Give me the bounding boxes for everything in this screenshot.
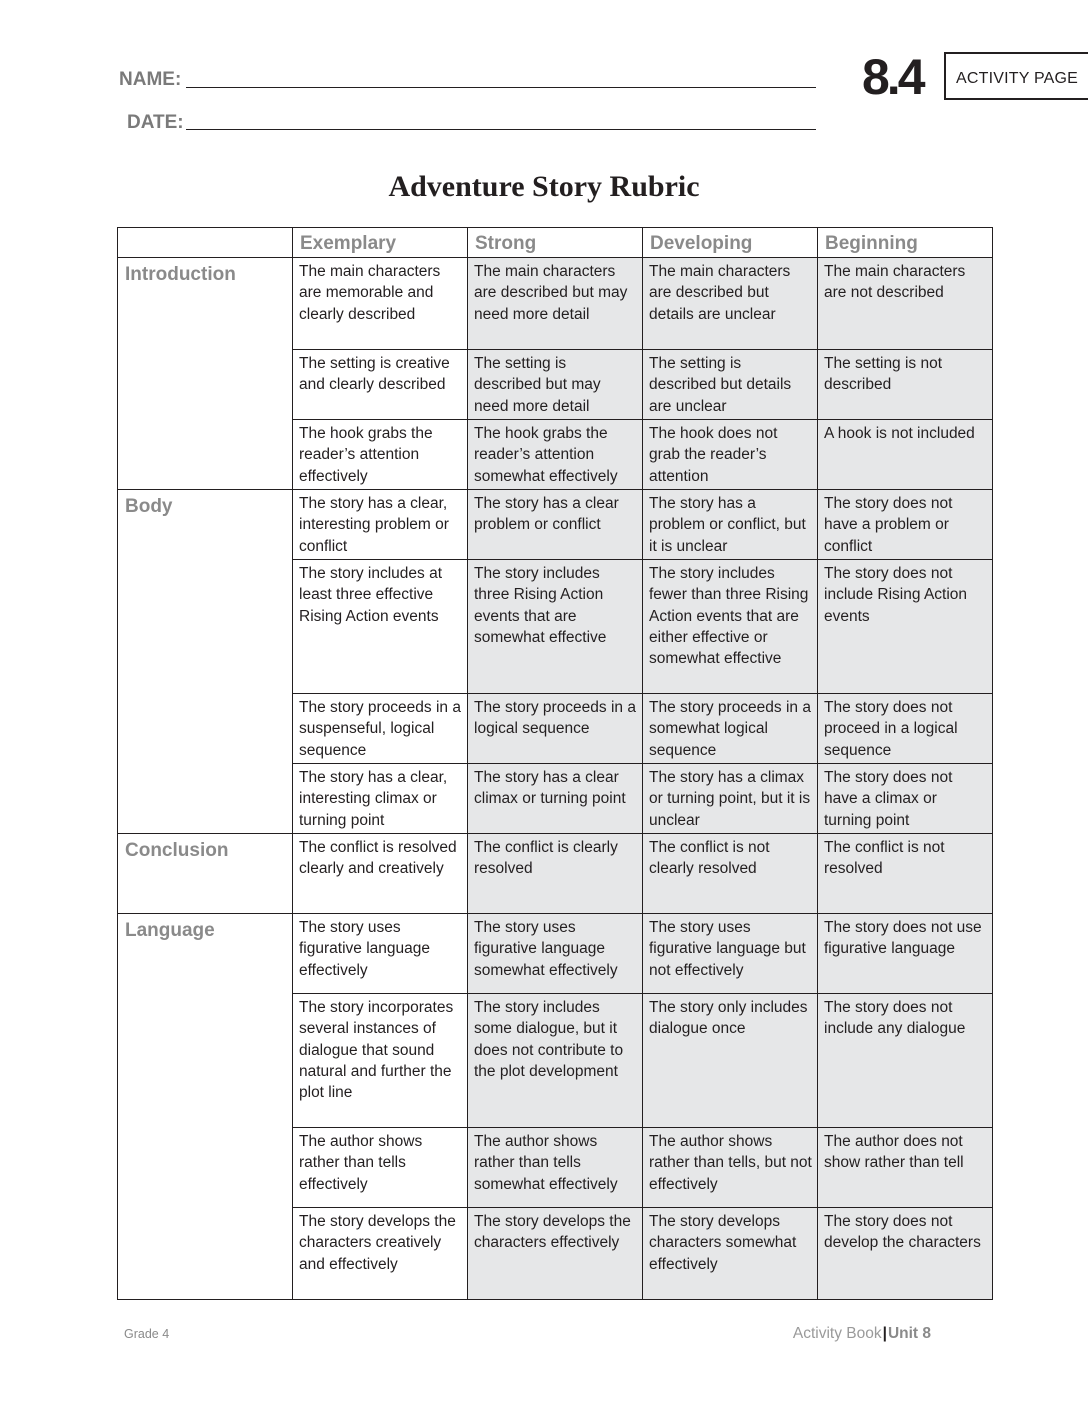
criterion-cell-beginning: The story does not proceed in a logical sequence [818, 694, 993, 764]
criterion-cell-beginning: The setting is not described [818, 350, 993, 420]
rubric-row [118, 560, 993, 694]
criterion-cell-beginning: The story does not use figurative language [818, 914, 993, 994]
criterion-cell-strong: The author shows rather than tells somewhat effectively [468, 1128, 643, 1208]
header-blank [118, 228, 293, 258]
criterion-cell-exemplary: The story incorporates several instances of dialogue that sound natural and further the plot line [293, 994, 468, 1128]
criterion-cell-strong: The story has a clear climax or turning point [468, 764, 643, 834]
criterion-cell-developing: The story only includes dialogue once [643, 994, 818, 1128]
rubric-row [118, 994, 993, 1128]
footer-separator: | [882, 1325, 887, 1342]
criterion-cell-beginning: The story does not include any dialogue [818, 994, 993, 1128]
date-line[interactable] [186, 129, 816, 130]
rubric-row [118, 834, 993, 914]
criterion-cell-strong: The hook grabs the reader’s attention somewhat effectively [468, 420, 643, 490]
column-header: Exemplary [293, 228, 468, 258]
category-cell [118, 994, 293, 1128]
criterion-cell-strong: The story has a clear problem or conflict [468, 490, 643, 560]
category-cell [118, 1128, 293, 1208]
rubric-row [118, 490, 993, 560]
criterion-cell-beginning: The conflict is not resolved [818, 834, 993, 914]
criterion-cell-developing: The author shows rather than tells, but not effectively [643, 1128, 818, 1208]
column-header: Strong [468, 228, 643, 258]
name-line[interactable] [186, 87, 816, 88]
criterion-cell-strong: The story proceeds in a logical sequence [468, 694, 643, 764]
footer-book-title: Activity Book [792, 1325, 882, 1342]
rubric-row [118, 350, 993, 420]
criterion-cell-strong: The story includes some dialogue, but it does not contribute to the plot development [468, 994, 643, 1128]
page-title: Adventure Story Rubric [388, 170, 700, 203]
criterion-cell-developing: The story develops characters somewhat effectively [643, 1208, 818, 1300]
criterion-cell-beginning: The story does not have a climax or turning point [818, 764, 993, 834]
criterion-cell-exemplary: The story uses figurative language effectively [293, 914, 468, 994]
criterion-cell-strong: The story develops the characters effectively [468, 1208, 643, 1300]
category-cell [118, 420, 293, 490]
column-header: Beginning [818, 228, 993, 258]
rubric-table [117, 227, 993, 1300]
category-cell: Conclusion [118, 834, 293, 914]
rubric-row [118, 764, 993, 834]
criterion-cell-beginning: The story does not develop the characters [818, 1208, 993, 1300]
criterion-cell-beginning: The story does not have a problem or conflict [818, 490, 993, 560]
category-cell [118, 694, 293, 764]
footer-book [793, 1325, 931, 1343]
criterion-cell-exemplary: The story develops the characters creatively and effectively [293, 1208, 468, 1300]
criterion-cell-strong: The story includes three Rising Action events that are somewhat effective [468, 560, 643, 694]
footer-unit: Unit 8 [887, 1325, 931, 1342]
activity-page-label: ACTIVITY PAGE [944, 52, 1088, 100]
criterion-cell-beginning: The main characters are not described [818, 258, 993, 350]
criterion-cell-developing: The story has a problem or conflict, but it is unclear [643, 490, 818, 560]
category-cell [118, 560, 293, 694]
rubric-row [118, 1208, 993, 1300]
criterion-cell-developing: The story has a climax or turning point, but it is unclear [643, 764, 818, 834]
category-cell: Body [118, 490, 293, 560]
lesson-number: 8.4 [862, 49, 923, 105]
category-cell: Language [118, 914, 293, 994]
footer-grade: Grade 4 [124, 1327, 170, 1341]
criterion-cell-strong: The main characters are described but may need more detail [468, 258, 643, 350]
category-cell [118, 764, 293, 834]
name-label: NAME: [119, 69, 182, 90]
category-cell [118, 350, 293, 420]
criterion-cell-developing: The main characters are described but details are unclear [643, 258, 818, 350]
criterion-cell-exemplary: The story has a clear, interesting climax or turning point [293, 764, 468, 834]
criterion-cell-developing: The conflict is not clearly resolved [643, 834, 818, 914]
rubric-row [118, 258, 993, 350]
rubric-row [118, 914, 993, 994]
criterion-cell-beginning: The story does not include Rising Action events [818, 560, 993, 694]
criterion-cell-exemplary: The hook grabs the reader’s attention effectively [293, 420, 468, 490]
criterion-cell-developing: The story includes fewer than three Rising Action events that are either effective or somewhat effective [643, 560, 818, 694]
criterion-cell-exemplary: The story has a clear, interesting problem or conflict [293, 490, 468, 560]
criterion-cell-exemplary: The story includes at least three effective Rising Action events [293, 560, 468, 694]
criterion-cell-developing: The setting is described but details are unclear [643, 350, 818, 420]
criterion-cell-developing: The story proceeds in a somewhat logical sequence [643, 694, 818, 764]
criterion-cell-beginning: A hook is not included [818, 420, 993, 490]
category-cell: Introduction [118, 258, 293, 350]
rubric-row [118, 1128, 993, 1208]
column-header: Developing [643, 228, 818, 258]
date-label: DATE: [127, 112, 184, 133]
criterion-cell-exemplary: The main characters are memorable and clearly described [293, 258, 468, 350]
criterion-cell-exemplary: The story proceeds in a suspenseful, logical sequence [293, 694, 468, 764]
rubric-row [118, 694, 993, 764]
criterion-cell-strong: The conflict is clearly resolved [468, 834, 643, 914]
rubric-header-row [118, 228, 993, 258]
criterion-cell-beginning: The author does not show rather than tell [818, 1128, 993, 1208]
criterion-cell-exemplary: The conflict is resolved clearly and creatively [293, 834, 468, 914]
criterion-cell-exemplary: The author shows rather than tells effectively [293, 1128, 468, 1208]
criterion-cell-developing: The story uses figurative language but not effectively [643, 914, 818, 994]
criterion-cell-strong: The setting is described but may need more detail [468, 350, 643, 420]
category-cell [118, 1208, 293, 1300]
criterion-cell-exemplary: The setting is creative and clearly described [293, 350, 468, 420]
rubric-row [118, 420, 993, 490]
criterion-cell-strong: The story uses figurative language somewhat effectively [468, 914, 643, 994]
criterion-cell-developing: The hook does not grab the reader’s attention [643, 420, 818, 490]
